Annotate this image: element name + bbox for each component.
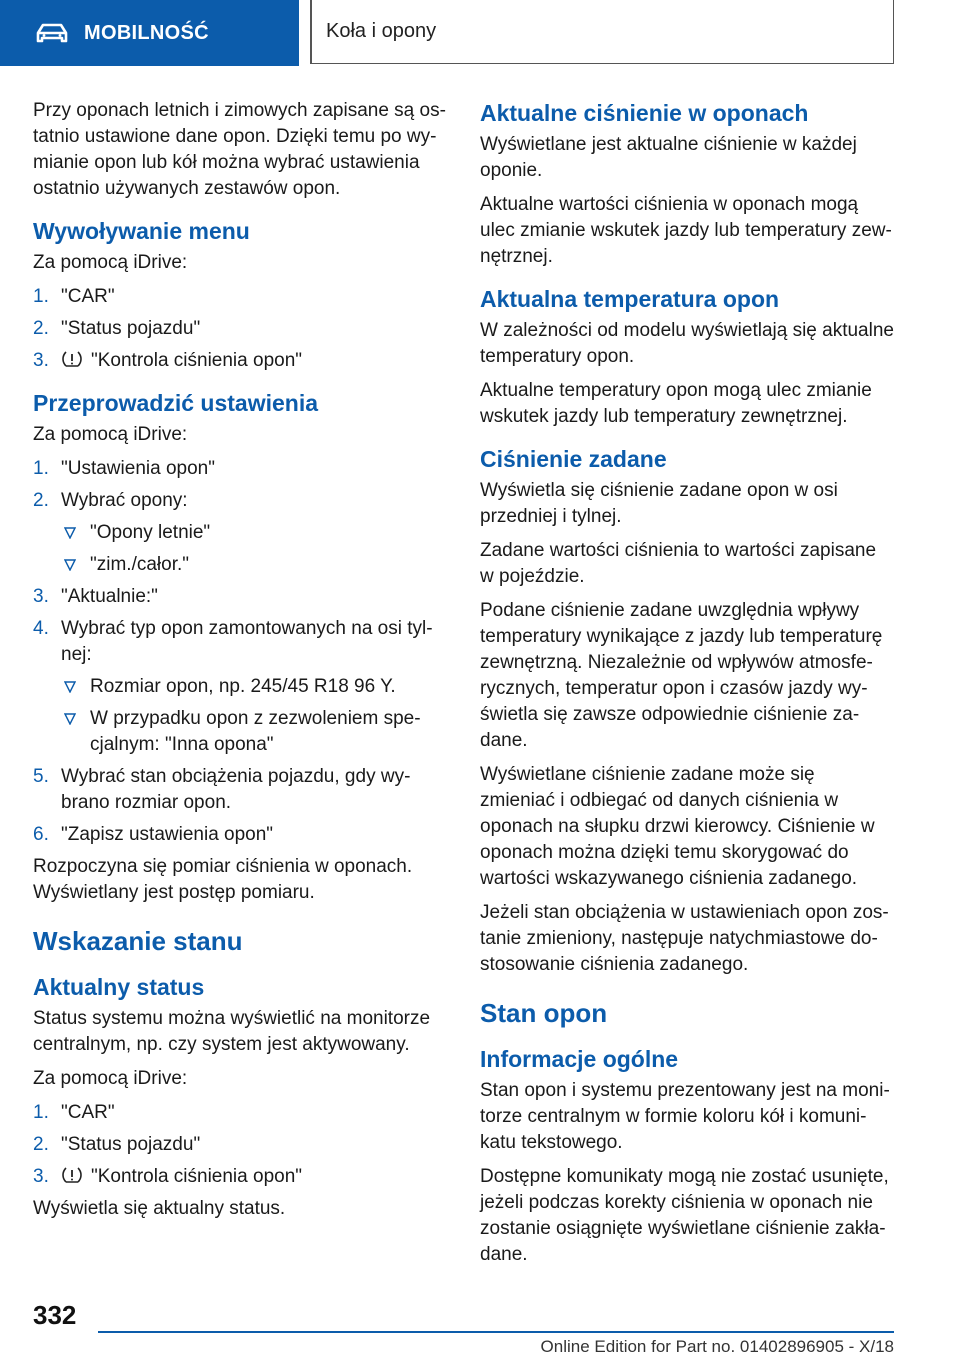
left-column bbox=[33, 98, 447, 1230]
tire-pressure-icon bbox=[61, 1165, 83, 1185]
step-number: 3. bbox=[33, 586, 49, 607]
list-item bbox=[33, 616, 447, 758]
sub-item-text: W przypadku opon z zezwoleniem specjalnym: "Inna opona" bbox=[90, 708, 421, 755]
step-text: "Kontrola ciśnienia opon" bbox=[91, 1166, 303, 1187]
status-title: Wskazanie stanu bbox=[33, 926, 243, 956]
step-number: 3. bbox=[33, 350, 49, 371]
list-item bbox=[33, 822, 447, 848]
current-heading: Aktualny status bbox=[33, 974, 205, 1000]
section-tab[interactable] bbox=[0, 0, 299, 66]
intro-paragraph: Przy oponach letnich i zimowych zapisane są ostatnio ustawione dane opon. Dzięki temu po wymianie opon lub kół można wybrać ustawienia ostatnio używanych zestawów opon. bbox=[33, 100, 446, 199]
sub-list bbox=[61, 520, 447, 578]
general-paragraph-2: Dostępne komunikaty mogą nie zostać usunięte, jeżeli podczas korekty ciśnienia w oponach nie zostanie osiągnięte wyświetlane ciśnienie zakładane. bbox=[480, 1166, 889, 1265]
sub-list bbox=[61, 674, 447, 758]
sub-list-item bbox=[61, 552, 447, 578]
step-number: 1. bbox=[33, 1102, 49, 1123]
tire-pressure-icon bbox=[61, 349, 83, 369]
step-number: 3. bbox=[33, 1166, 49, 1187]
target-paragraph-4: Wyświetlane ciśnienie zadane może się zmieniać i odbiegać od danych ciśnienia w oponach na słupku drzwi kierowcy. Ciśnienie w oponach można dzięki temu skorygować do wartości wskazywanego ciśnienia zadanego. bbox=[480, 764, 875, 889]
step-number: 1. bbox=[33, 458, 49, 479]
list-item bbox=[33, 456, 447, 482]
right-column bbox=[480, 98, 894, 1276]
step-text: "CAR" bbox=[61, 286, 115, 307]
target-paragraph-1: Wyświetla się ciśnienie zadane opon w osi przedniej i tylnej. bbox=[480, 480, 838, 527]
step-number: 6. bbox=[33, 824, 49, 845]
edition-footer: Online Edition for Part no. 01402896905 - X/18 bbox=[540, 1337, 894, 1356]
menu-lead: Za pomocą iDrive: bbox=[33, 252, 188, 273]
sub-item-text: Rozmiar opon, np. 245/45 R18 96 Y. bbox=[90, 676, 396, 697]
temperature-heading: Aktualna temperatura opon bbox=[480, 286, 780, 312]
target-paragraph-5: Jeżeli stan obciążenia w ustawieniach opon zostanie zmieniony, następuje natychmiastowe dostosowanie ciśnienia zadanego. bbox=[480, 902, 889, 975]
list-item bbox=[33, 1164, 447, 1190]
pressure-heading: Aktualne ciśnienie w oponach bbox=[480, 100, 809, 126]
general-paragraph-1: Stan opon i systemu prezentowany jest na monitorze centralnym w formie koloru kół i komunikatu tekstowego. bbox=[480, 1080, 890, 1153]
list-item bbox=[33, 488, 447, 578]
pressure-paragraph-1: Wyświetlane jest aktualne ciśnienie w każdej oponie. bbox=[480, 134, 857, 181]
target-paragraph-2: Zadane wartości ciśnienia to wartości zapisane w pojeździe. bbox=[480, 540, 877, 587]
step-number: 2. bbox=[33, 1134, 49, 1155]
triangle-bullet-icon bbox=[64, 713, 76, 725]
step-text: "Aktualnie:" bbox=[61, 586, 158, 607]
target-pressure-heading: Ciśnienie zadane bbox=[480, 446, 667, 472]
section-title: MOBILNOŚĆ bbox=[84, 21, 209, 44]
list-item bbox=[33, 764, 447, 816]
settings-lead: Za pomocą iDrive: bbox=[33, 424, 188, 445]
step-text: "Kontrola ciśnienia opon" bbox=[91, 350, 303, 371]
triangle-bullet-icon bbox=[64, 681, 76, 693]
pressure-paragraph-2: Aktualne wartości ciśnienia w oponach mogą ulec zmianie wskutek jazdy lub temperatury zewnętrznej. bbox=[480, 194, 892, 267]
step-text: Wybrać opony: bbox=[61, 490, 188, 511]
sub-item-text: "zim./całor." bbox=[90, 554, 190, 575]
chapter-header bbox=[310, 0, 894, 64]
car-icon bbox=[34, 21, 70, 45]
settings-after: Rozpoczyna się pomiar ciśnienia w oponach. Wyświetlany jest postęp pomiaru. bbox=[33, 856, 413, 903]
current-after: Wyświetla się aktualny status. bbox=[33, 1198, 286, 1219]
current-text: Status systemu można wyświetlić na monitorze centralnym, np. czy system jest aktywowany. bbox=[33, 1008, 431, 1055]
general-info-heading: Informacje ogólne bbox=[480, 1046, 679, 1072]
list-item bbox=[33, 284, 447, 310]
target-paragraph-3: Podane ciśnienie zadane uwzględnia wpływy temperatury wynikające z jazdy lub temperaturę zewnętrzną. Niezależnie od wpływów atmosferycznych, temperatur opon i czasów jazdy wyświetla się zawsze odpowiednie ciśnienie zadane. bbox=[480, 600, 883, 751]
step-number: 2. bbox=[33, 490, 49, 511]
current-steps bbox=[33, 1100, 447, 1190]
step-number: 5. bbox=[33, 766, 49, 787]
step-number: 1. bbox=[33, 286, 49, 307]
page-number: 332 bbox=[33, 1300, 77, 1330]
sub-list-item bbox=[61, 706, 447, 758]
step-text: Wybrać typ opon zamontowanych na osi tylnej: bbox=[61, 618, 433, 665]
menu-steps bbox=[33, 284, 447, 374]
settings-heading: Przeprowadzić ustawienia bbox=[33, 390, 319, 416]
footer-divider bbox=[98, 1331, 894, 1333]
current-lead: Za pomocą iDrive: bbox=[33, 1068, 188, 1089]
step-number: 4. bbox=[33, 618, 49, 639]
step-text: "Status pojazdu" bbox=[61, 1134, 201, 1155]
step-text: "CAR" bbox=[61, 1102, 115, 1123]
temperature-paragraph-2: Aktualne temperatury opon mogą ulec zmianie wskutek jazdy lub temperatury zewnętrznej. bbox=[480, 380, 872, 427]
sub-item-text: "Opony letnie" bbox=[90, 522, 211, 543]
tire-status-title: Stan opon bbox=[480, 998, 608, 1028]
triangle-bullet-icon bbox=[64, 527, 76, 539]
chapter-title: Koła i opony bbox=[326, 20, 437, 42]
sub-list-item bbox=[61, 520, 447, 546]
step-number: 2. bbox=[33, 318, 49, 339]
list-item bbox=[33, 1132, 447, 1158]
step-text: "Status pojazdu" bbox=[61, 318, 201, 339]
triangle-bullet-icon bbox=[64, 559, 76, 571]
menu-heading: Wywoływanie menu bbox=[33, 218, 250, 244]
list-item bbox=[33, 348, 447, 374]
list-item bbox=[33, 316, 447, 342]
temperature-paragraph-1: W zależności od modelu wyświetlają się aktualne temperatury opon. bbox=[480, 320, 894, 367]
step-text: "Zapisz ustawienia opon" bbox=[61, 824, 274, 845]
list-item bbox=[33, 1100, 447, 1126]
settings-steps bbox=[33, 456, 447, 848]
step-text: Wybrać stan obciążenia pojazdu, gdy wybrano rozmiar opon. bbox=[61, 766, 411, 813]
list-item bbox=[33, 584, 447, 610]
step-text: "Ustawienia opon" bbox=[61, 458, 215, 479]
sub-list-item bbox=[61, 674, 447, 700]
